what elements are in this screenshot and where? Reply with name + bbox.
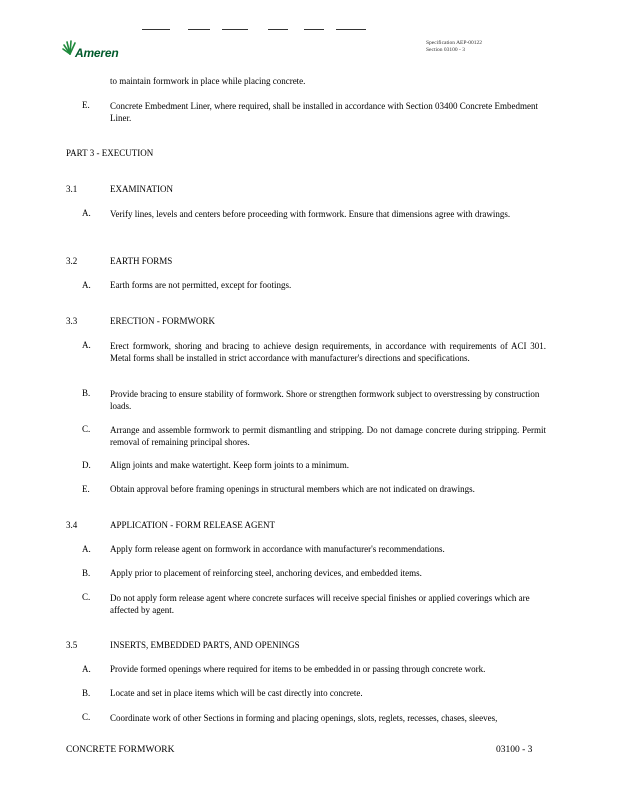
- item-letter: A.: [82, 340, 91, 350]
- item-letter: C.: [82, 424, 91, 434]
- header-rule: [304, 29, 324, 30]
- item-letter: B.: [82, 688, 91, 698]
- item-text: Provide formed openings where required for items to be embedded in or passing through concrete work.: [110, 664, 486, 674]
- section-number: 3.5: [66, 640, 78, 650]
- item-letter: A.: [82, 280, 91, 290]
- item-text: Earth forms are not permitted, except for footings.: [110, 280, 292, 290]
- item-text: Align joints and make watertight. Keep form joints to a minimum.: [110, 460, 349, 470]
- item-text: Do not apply form release agent where concrete surfaces will receive special finishes or applied coverings which are affected by agent.: [110, 593, 530, 615]
- section-number: 3.3: [66, 316, 78, 326]
- footer-title: CONCRETE FORMWORK: [66, 745, 175, 755]
- item-letter: A.: [82, 664, 91, 674]
- item-letter: C.: [82, 712, 91, 722]
- section-title: ERECTION - FORMWORK: [110, 316, 215, 326]
- item-text: Locate and set in place items which will be cast directly into concrete.: [110, 688, 363, 698]
- item-letter: E.: [82, 484, 90, 494]
- header-rule: [188, 29, 210, 30]
- item-letter: B.: [82, 388, 91, 398]
- header-rule: [142, 29, 170, 30]
- item-text: Concrete Embedment Liner, where required, shall be installed in accordance with Section 03400 Concrete Embedment Liner.: [110, 101, 538, 123]
- continued-text: to maintain formwork in place while placing concrete.: [110, 76, 306, 86]
- section-title: EARTH FORMS: [110, 256, 173, 266]
- item-letter: A.: [82, 208, 91, 218]
- section-number: Section 03100 - 3: [426, 47, 465, 53]
- section-title: EXAMINATION: [110, 184, 173, 194]
- section-title: INSERTS, EMBEDDED PARTS, AND OPENINGS: [110, 640, 300, 650]
- part-heading: PART 3 - EXECUTION: [66, 148, 154, 158]
- spec-number: Specification AEP-00122: [426, 40, 483, 46]
- ameren-logo: [61, 40, 121, 62]
- section-title: APPLICATION - FORM RELEASE AGENT: [110, 520, 276, 530]
- item-text: Verify lines, levels and centers before proceeding with formwork. Ensure that dimensions agree with drawings.: [110, 209, 511, 219]
- header-rule: [336, 29, 366, 30]
- spec-reference: [426, 40, 482, 54]
- item-text: Obtain approval before framing openings in structural members which are not indicated on drawings.: [110, 484, 475, 494]
- header-rule: [268, 29, 288, 30]
- item-text: Arrange and assemble formwork to permit dismantling and stripping. Do not damage concrete during stripping. Permit removal of remaining principal shores.: [110, 425, 546, 447]
- item-letter: B.: [82, 568, 91, 578]
- section-number: 3.1: [66, 184, 78, 194]
- item-text: Provide bracing to ensure stability of formwork. Shore or strengthen formwork subject to overstressing by construction loads.: [110, 389, 540, 411]
- item-letter: E.: [82, 100, 90, 110]
- section-number: 3.4: [66, 520, 78, 530]
- item-letter: A.: [82, 544, 91, 554]
- item-letter: D.: [82, 460, 91, 470]
- item-text: Coordinate work of other Sections in forming and placing openings, slots, reglets, recesses, chases, sleeves,: [110, 713, 498, 723]
- section-number: 3.2: [66, 256, 78, 266]
- footer-page-number: 03100 - 3: [496, 745, 533, 755]
- item-text: Apply prior to placement of reinforcing steel, anchoring devices, and embedded items.: [110, 568, 422, 578]
- item-text: Apply form release agent on formwork in accordance with manufacturer's recommendations.: [110, 544, 445, 554]
- item-letter: C.: [82, 592, 91, 602]
- logo-wordmark: Ameren: [75, 46, 119, 60]
- header-rule: [222, 29, 248, 30]
- item-text: Erect formwork, shoring and bracing to achieve design requirements, in accordance with requirements of ACI 301. Metal forms shall be installed in strict accordance with manufacturer's directions and specifications.: [110, 341, 546, 363]
